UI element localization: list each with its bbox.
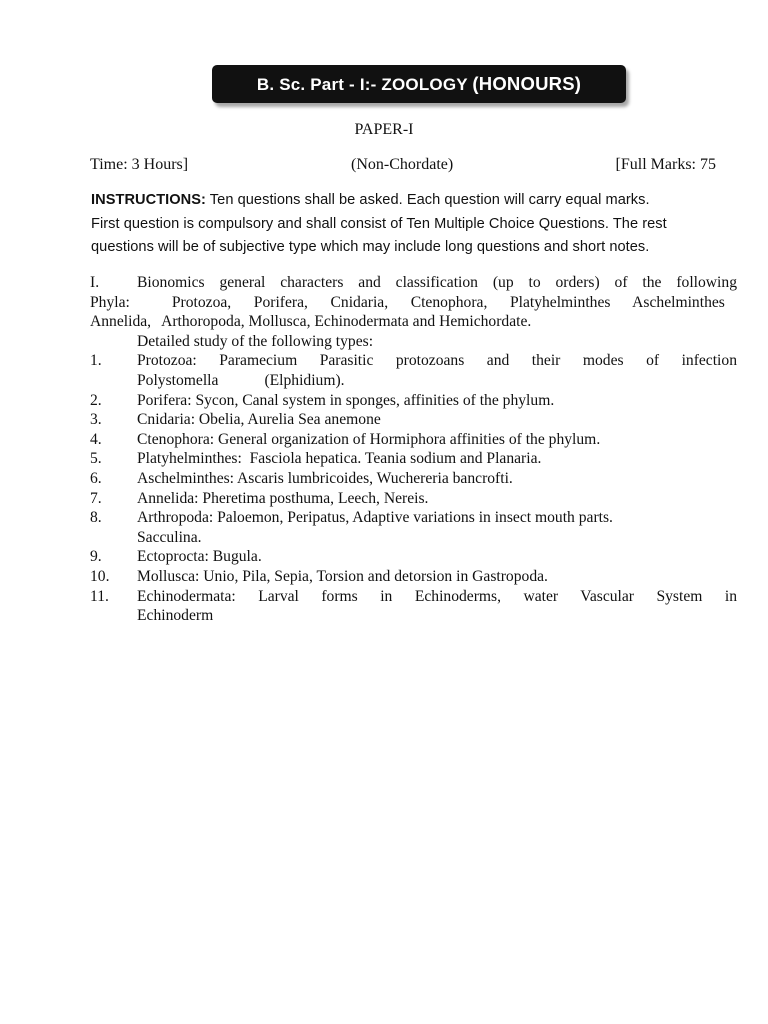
item-text: Ectoprocta: Bugula. xyxy=(137,548,262,566)
section-number: I. xyxy=(90,274,100,291)
page-title xyxy=(257,73,581,95)
list-item xyxy=(90,351,737,390)
item-number: 2. xyxy=(90,391,102,409)
list-item xyxy=(90,430,737,450)
list-item xyxy=(90,469,737,489)
item-text: Cnidaria: Obelia, Aurelia Sea anemone xyxy=(137,411,381,429)
title-banner xyxy=(212,65,626,103)
exam-meta-row xyxy=(90,156,716,176)
item-number: 8. xyxy=(90,509,102,527)
item-number: 1. xyxy=(90,352,102,370)
title-prefix: B. Sc. Part - I:- ZOOLOGY xyxy=(256,75,473,94)
instructions-block xyxy=(91,189,731,260)
section-line-3 xyxy=(90,312,737,332)
section-line-1: Bionomics general characters and classification (up to orders) of the following xyxy=(137,274,737,291)
list-item xyxy=(90,489,737,509)
item-number: 5. xyxy=(90,450,102,468)
item-number: 6. xyxy=(90,469,102,487)
item-text: Arthropoda: Paloemon, Peripatus, Adaptive variations in insect mouth parts. xyxy=(137,509,613,527)
paper-label: PAPER-I xyxy=(354,121,414,138)
item-text: Ctenophora: General organization of Hormiphora affinities of the phylum. xyxy=(137,430,601,448)
item-number: 11. xyxy=(90,587,109,605)
detailed-study-heading: Detailed study of the following types: xyxy=(137,332,374,350)
list-item xyxy=(90,449,737,469)
annelida-label: Annelida, xyxy=(90,313,152,331)
list-item xyxy=(90,410,737,430)
section-heading-row xyxy=(90,273,737,293)
item-number: 3. xyxy=(90,411,102,429)
item-text: Protozoa: Paramecium Parasitic protozoans and their modes of infection xyxy=(137,352,737,370)
instructions-label: INSTRUCTIONS: xyxy=(91,192,206,208)
item-text: Echinodermata: Larval forms in Echinoderms, water Vascular System in xyxy=(137,587,737,605)
instructions-line-1 xyxy=(91,189,731,213)
item-text: Platyhelminthes: Fasciola hepatica. Teania sodium and Planaria. xyxy=(137,450,542,468)
instructions-line-2: First question is compulsory and shall consist of Ten Multiple Choice Questions. The rest xyxy=(91,215,667,232)
list-item xyxy=(90,567,737,587)
item-text-cont: Sacculina. xyxy=(137,528,202,546)
phyla-list: Protozoa, Porifera, Cnidaria, Ctenophora, Platyhelminthes Aschelminthes xyxy=(171,293,725,311)
instructions-text-1: Ten questions shall be asked. Each question will carry equal marks. xyxy=(205,192,650,208)
phyla-list-continued: Arthoropoda, Mollusca, Echinodermata and Hemichordate. xyxy=(161,313,532,331)
list-item xyxy=(90,547,737,567)
item-text-cont-2: (Elphidium). xyxy=(264,371,345,389)
syllabus-content xyxy=(90,273,737,626)
section-line-2 xyxy=(90,293,737,313)
full-marks: [Full Marks: 75 xyxy=(615,156,716,173)
item-text: Annelida: Pheretima posthuma, Leech, Nereis. xyxy=(137,489,429,507)
item-text: Mollusca: Unio, Pila, Sepia, Torsion and detorsion in Gastropoda. xyxy=(137,567,548,585)
list-item xyxy=(90,508,737,547)
item-text-cont: Echinoderm xyxy=(137,607,214,625)
paper-type: (Non-Chordate) xyxy=(351,156,454,173)
item-number: 4. xyxy=(90,430,102,448)
item-text-cont: Polystomella xyxy=(137,371,219,389)
list-item xyxy=(90,391,737,411)
item-number: 7. xyxy=(90,489,102,507)
item-number: 10. xyxy=(90,567,110,585)
title-suffix: (HONOURS) xyxy=(472,73,582,94)
phyla-label: Phyla: xyxy=(90,293,130,311)
item-text: Porifera: Sycon, Canal system in sponges, affinities of the phylum. xyxy=(137,391,555,409)
item-text: Aschelminthes: Ascaris lumbricoides, Wuchereria bancrofti. xyxy=(137,469,513,487)
list-item xyxy=(90,587,737,626)
item-number: 9. xyxy=(90,548,102,566)
exam-time: Time: 3 Hours] xyxy=(90,156,189,173)
instructions-line-3: questions will be of subjective type which may include long questions and short notes. xyxy=(91,239,650,255)
